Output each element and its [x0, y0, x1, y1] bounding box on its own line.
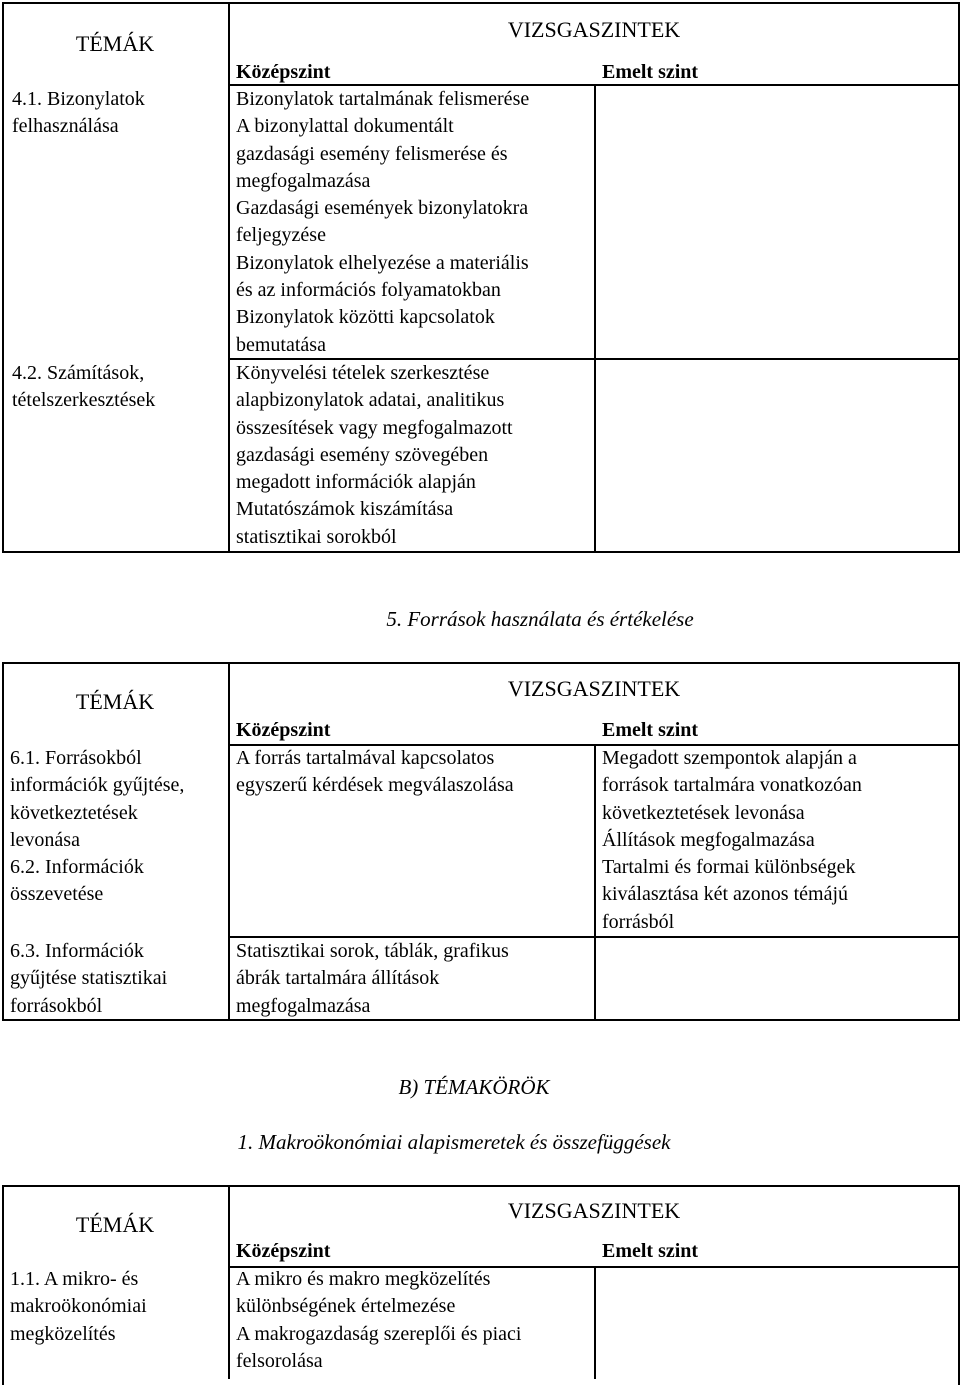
kozepszint-cell: A mikro és makro megközelítés különbségének értelmezése A makrogazdaság szereplői és piaci felsorolása — [236, 1268, 522, 1372]
topic-cell: 4.1. Bizonylatok felhasználása — [12, 88, 145, 138]
kozepszint-cell: A forrás tartalmával kapcsolatos egyszerű kérdések megválaszolása — [236, 747, 514, 797]
column-divider — [594, 85, 596, 553]
column-divider — [228, 662, 230, 1021]
emelt-szint-header: Emelt szint — [602, 719, 699, 741]
section-heading-1: 1. Makroökonómiai alapismeretek és összefüggések — [237, 1130, 671, 1154]
column-divider — [594, 1267, 596, 1379]
temak-header: TÉMÁK — [75, 689, 155, 714]
vizsgaszintek-header: VIZSGASZINTEK — [507, 1198, 681, 1223]
column-divider — [594, 745, 596, 1021]
emelt-szint-header: Emelt szint — [602, 1240, 699, 1262]
emelt-szint-cell: Megadott szempontok alapján a források tartalmára vonatkozóan következtetések levonása Állítások megfogalmazása Tartalmi és formai különbségek kiválasztása két azonos témájú forrásból — [602, 747, 862, 933]
kozepszint-header: Középszint — [236, 61, 331, 83]
kozepszint-cell: Statisztikai sorok, táblák, grafikus ábrák tartalmára állítások megfogalmazása — [236, 940, 509, 1017]
section-heading-b: B) TÉMAKÖRÖK — [398, 1075, 550, 1099]
topic-cell: 6.3. Információk gyűjtése statisztikai forrásokból — [10, 940, 168, 1017]
temak-header: TÉMÁK — [75, 1212, 155, 1237]
kozepszint-header: Középszint — [236, 1240, 331, 1262]
topic-cell: 4.2. Számítások, tételszerkesztések — [12, 362, 156, 412]
temak-header: TÉMÁK — [75, 31, 155, 56]
topic-cell: 1.1. A mikro- és makroökonómiai megközelítés — [10, 1268, 147, 1345]
emelt-szint-header: Emelt szint — [602, 61, 699, 83]
kozepszint-cell: Könyvelési tételek szerkesztése alapbizonylatok adatai, analitikus összesítések vagy megfogalmazott gazdasági esemény szövegében megadott információk alapján Mutatószámok kiszámítása statisztikai sorokból — [236, 362, 513, 548]
section-caption: 5. Források használata és értékelése — [386, 607, 694, 631]
kozepszint-cell: Bizonylatok tartalmának felismerése A bizonylattal dokumentált gazdasági esemény felismerése és megfogalmazása Gazdasági események bizonylatokra feljegyzése Bizonylatok elhelyezése a materiális és az információs folyamatokban Bizonylatok közötti kapcsolatok bemutatása — [236, 88, 530, 356]
vizsgaszintek-header: VIZSGASZINTEK — [507, 676, 681, 701]
vizsgaszintek-header: VIZSGASZINTEK — [507, 17, 681, 42]
topic-cell: 6.1. Forrásokból információk gyűjtése, következtetések levonása 6.2. Információk összevetése — [10, 747, 185, 906]
kozepszint-header: Középszint — [236, 719, 331, 741]
